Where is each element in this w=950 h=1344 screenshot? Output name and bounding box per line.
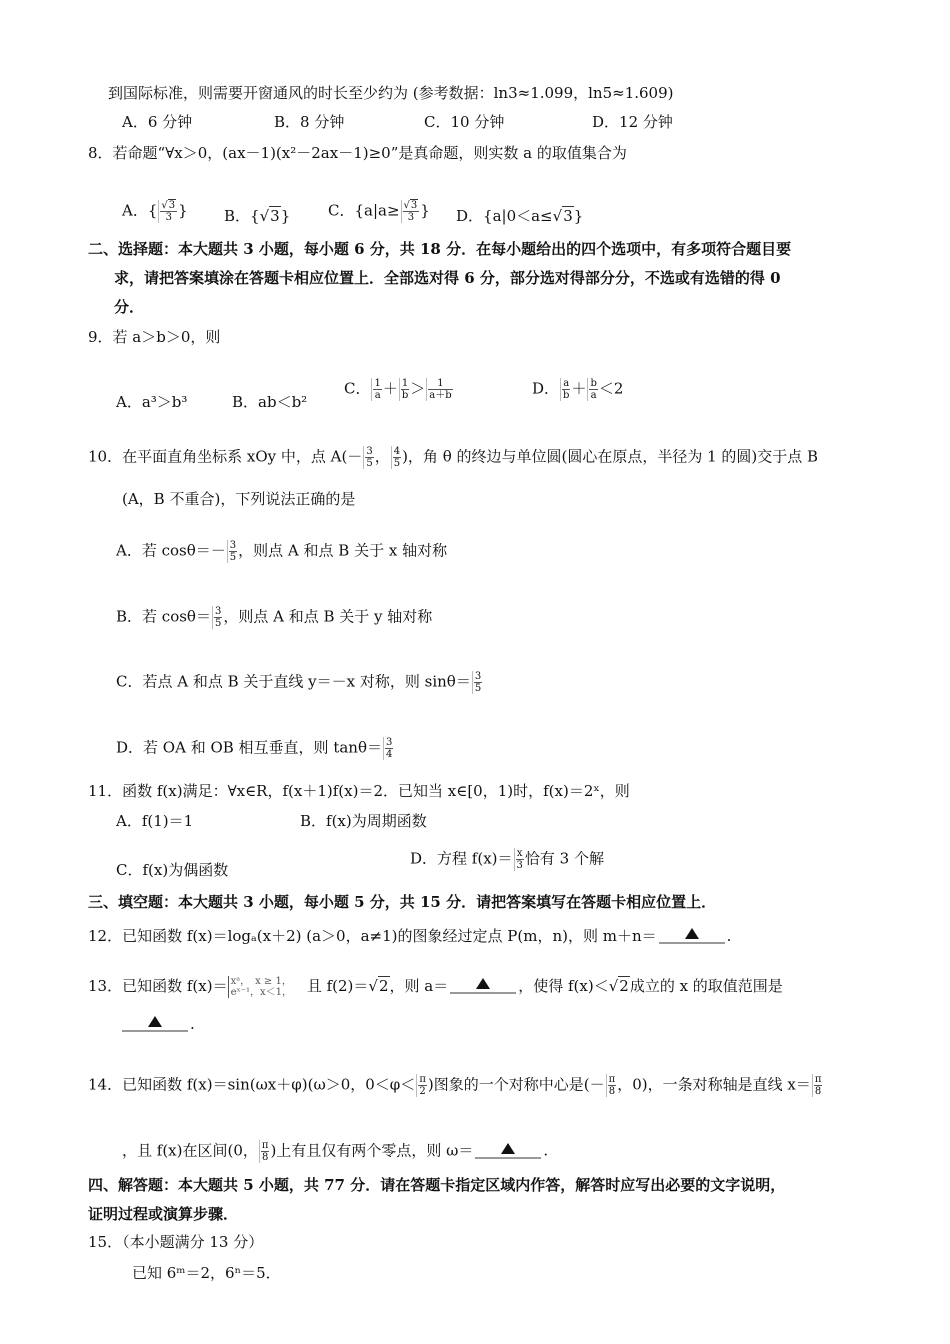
q12: 12．已知函数 f(x)＝logₐ(x＋2) (a＞0，a≠1)的图象经过定点 P(m，n)，则 m＋n＝ . (88, 927, 732, 945)
q11-option-d: D．方程 f(x)＝ $\frac{x}{3}$ 恰有 3 个解 (410, 848, 604, 871)
q7-option-d: D．12 分钟 (592, 113, 673, 131)
q7-option-a: A．6 分钟 (122, 113, 193, 131)
q8-option-d: D．{a|0＜a≤√3} (456, 207, 584, 225)
q9-option-c: C． $\frac{1}{a}$ ＋ $\frac{1}{b}$ ＞ $\frac{1}{a+b}$ (344, 378, 452, 401)
q10-option-b: B．若 cosθ＝ $\frac{3}{5}$ ，则点 A 和点 B 关于 y 轴对称 (116, 606, 433, 629)
q13-answer-blank-range[interactable] (122, 1015, 188, 1032)
q11-option-b: B．f(x)为周期函数 (300, 812, 427, 830)
q10-stem: 10．在平面直角坐标系 xOy 中，点 A(－ $\frac{3}{5}$ ， $\frac{4}{5}$ )，角 θ 的终边与单位圆(圆心在原点，半径为 1 的圆)交于点 B (88, 446, 819, 469)
q15-body: 已知 6ᵐ＝2，6ⁿ＝5． (132, 1264, 281, 1282)
q12-answer-blank[interactable] (659, 927, 725, 944)
q8-option-a: A．{ $\frac{√3}{3}$ } (122, 200, 188, 223)
q9-option-d: D． $\frac{a}{b}$ ＋ $\frac{b}{a}$ ＜2 (532, 378, 624, 401)
q7-option-c: C．10 分钟 (424, 113, 505, 131)
q7-stem-tail: 到国际标准，则需要开窗通风的时长至少约为 (参考数据：ln3≈1.099，ln5≈1.609) (108, 84, 674, 102)
q8-option-c: C．{a|a≥ $\frac{√3}{3}$ } (328, 200, 430, 223)
q13-answer-blank-a[interactable] (450, 977, 516, 994)
section2-heading-line1: 二、选择题：本大题共 3 小题，每小题 6 分，共 18 分．在每小题给出的四个选项中，有多项符合题目要 (88, 240, 792, 258)
q8-stem: 8．若命题“∀x＞0，(ax－1)(x²－2ax－1)≥0”是真命题，则实数 a 的取值集合为 (88, 144, 627, 162)
q10-option-a: A．若 cosθ＝－ $\frac{3}{5}$ ，则点 A 和点 B 关于 x 轴对称 (116, 540, 448, 563)
q11-option-a: A．f(1)＝1 (116, 812, 194, 830)
q14-answer-blank[interactable] (475, 1142, 541, 1159)
q9-option-a: A．a³＞b³ (116, 393, 188, 411)
q13: 13．已知函数 f(x)＝ xᵃ， x ≥ 1， eˣ⁻¹，x＜1， 且 f(2)＝√2，则 a＝ ，使得 f(x)＜√2成立的 x 的取值范围是 (88, 976, 783, 998)
q8-option-b: B．{√3} (224, 207, 291, 225)
q15-title: 15．（本小题满分 13 分） (88, 1233, 264, 1251)
q14-line2: ，且 f(x)在区间(0， $\frac{\pi}{8}$ )上有且仅有两个零点，则 ω＝ . (122, 1140, 549, 1163)
q10-stem-line2: (A，B 不重合)，下列说法正确的是 (122, 490, 356, 508)
section2-heading-line3: 分． (114, 298, 145, 316)
q14: 14．已知函数 f(x)＝sin(ωx＋φ)(ω＞0，0＜φ＜ $\frac{\pi}{2}$ )图象的一个对称中心是(－ $\frac{\pi}{8}$ ，0)，一条对称轴是直线 x＝ $\frac{\pi}{8}$ (88, 1074, 822, 1097)
section2-heading-line2: 求，请把答案填涂在答题卡相应位置上．全部选对得 6 分，部分选对得部分分，不选或有选错的得 0 (114, 269, 781, 287)
q9-stem: 9．若 a＞b＞0，则 (88, 328, 221, 346)
q7-option-b: B．8 分钟 (274, 113, 345, 131)
section4-heading-line2: 证明过程或演算步骤． (88, 1205, 239, 1223)
q11-stem: 11．函数 f(x)满足：∀x∈R，f(x＋1)f(x)＝2．已知当 x∈[0，1)时，f(x)＝2ˣ，则 (88, 782, 630, 800)
section3-heading: 三、填空题：本大题共 3 小题，每小题 5 分，共 15 分．请把答案填写在答题卡相应位置上． (88, 893, 717, 911)
q11-option-c: C．f(x)为偶函数 (116, 861, 229, 879)
q9-option-b: B．ab＜b² (232, 393, 308, 411)
q10-option-c: C．若点 A 和点 B 关于直线 y＝－x 对称，则 sinθ＝ $\frac{3}{5}$ (116, 671, 482, 694)
q10-option-d: D．若 OA 和 OB 相互垂直，则 tanθ＝ $\frac{3}{4}$ (116, 737, 393, 760)
section4-heading-line1: 四、解答题：本大题共 5 小题，共 77 分．请在答题卡指定区域内作答，解答时应写出必要的文字说明， (88, 1176, 786, 1194)
q13-line2: . (120, 1014, 195, 1034)
